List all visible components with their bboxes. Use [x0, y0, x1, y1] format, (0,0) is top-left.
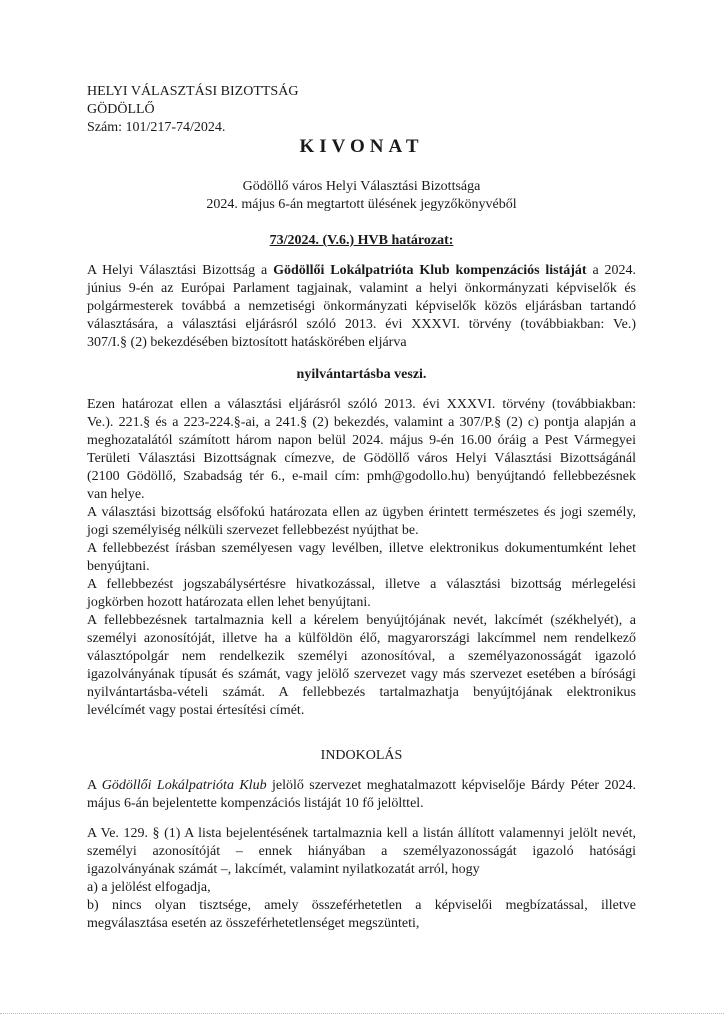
text-segment: nyilvántartásba-vételi számát. A fellebbezés tartalmazhatja benyújtójának elektronikus	[87, 685, 636, 700]
text-line	[87, 666, 636, 684]
text-segment: jelölő szervezet meghatalmazott képviselője Bárdy Péter 2024.	[266, 778, 636, 793]
document-title	[87, 138, 636, 158]
text-line	[87, 316, 636, 334]
text-segment: A fellebbezést jogszabálysértésre hivatkozással, illetve a választási bizottság mérlegelési	[87, 577, 636, 592]
text-segment: a 2024.	[586, 263, 637, 278]
text-segment: személyi azonosítóját, illetve ha a külföldön élő, magyarországi lakcímmel nem rendelkező	[87, 631, 636, 646]
text-line	[87, 468, 636, 486]
text-line	[87, 843, 636, 861]
resolution-title	[87, 232, 636, 250]
text-line	[87, 262, 636, 280]
page-edge-divider	[0, 1013, 724, 1014]
paragraph-2	[87, 396, 636, 720]
text-segment: Ezen határozat ellen a választási eljárásról szóló 2013. évi XXXVI. törvény (továbbiakban:	[87, 397, 636, 412]
text-line	[87, 684, 636, 702]
text-line	[87, 630, 636, 648]
text-line	[87, 298, 636, 316]
text-line	[87, 522, 636, 540]
text-segment: benyújtani.	[87, 559, 150, 574]
text-segment: május 6-án bejelentette kompenzációs listáját 10 fő jelölttel.	[87, 796, 424, 811]
paragraph-3	[87, 777, 636, 813]
text-segment: igazolványának típusát és számát, vagy jelölő szervezet vagy más szervezet esetében a bírósági	[87, 667, 636, 682]
paragraph-1	[87, 262, 636, 352]
text-line	[87, 83, 636, 101]
text-line	[87, 280, 636, 298]
bold-text: Gödöllői Lokálpatrióta Klub kompenzációs listáját	[273, 263, 587, 278]
text-line	[87, 432, 636, 450]
text-segment: A fellebbezést írásban személyesen vagy levélben, illetve elektronikus dokumentumként lehet	[87, 541, 636, 556]
text-segment: meghozatalától számított három napon belül 2024. május 9-én 16.00 óráig a Pest Vármegyei	[87, 433, 636, 448]
text-line	[87, 915, 636, 933]
text-segment: június 9-én az Európai Parlament tagjainak, valamint a helyi önkormányzati képviselők és	[87, 281, 636, 296]
text-line	[87, 861, 636, 879]
text-line	[87, 334, 636, 352]
text-line	[87, 119, 636, 137]
text-segment: Ve.). 221.§ és a 223-224.§-ai, a 241.§ (2) bekezdés, valamint a 307/P.§ (2) c) pontja alapján a	[87, 415, 636, 430]
text-line	[87, 558, 636, 576]
text-line	[87, 576, 636, 594]
text-line	[87, 504, 636, 522]
text-segment: a) a jelölést elfogadja,	[87, 880, 211, 895]
text-segment: jogkörben hozott határozata ellen lehet benyújtani.	[87, 595, 371, 610]
text-segment: Gödöllő város Helyi Választási Bizottsága	[242, 179, 481, 194]
subtitle-block	[87, 178, 636, 214]
text-segment: igazolványának számát –, lakcímét, valamint nyilatkozatát arról, hogy	[87, 862, 480, 877]
text-segment: 2024. május 6-án megtartott ülésének jegyzőkönyvéből	[206, 197, 517, 212]
text-segment: választópolgár nem rendelkezik személyi azonosítóval, a személyazonosságát igazoló	[87, 649, 636, 664]
text-segment: megválasztása esetén az összeférhetetlenséget megszünteti,	[87, 916, 420, 931]
text-segment: HELYI VÁLASZTÁSI BIZOTTSÁG	[87, 84, 299, 99]
text-line	[87, 702, 636, 720]
text-segment: A	[87, 778, 102, 793]
text-segment: jogi személyiség nélküli szervezet fellebbezést nyújthat be.	[87, 523, 419, 538]
text-segment: b) nincs olyan tisztsége, amely összeférhetetlen a képviselői megbízatással, illetve	[87, 898, 636, 913]
text-line	[87, 540, 636, 558]
text-segment: van helye.	[87, 487, 145, 502]
text-segment: választására, a választási eljárásról szóló 2013. évi XXXVI. törvény (továbbiakban: Ve.)	[87, 317, 636, 332]
text-line	[87, 178, 636, 196]
reasoning-heading	[87, 747, 636, 765]
text-line	[87, 825, 636, 843]
text-line	[87, 486, 636, 504]
paragraph-4	[87, 825, 636, 933]
decision	[87, 366, 636, 384]
text-line	[87, 450, 636, 468]
text-segment: A választási bizottság elsőfokú határozata ellen az ügyben érintett természetes és jogi személy,	[87, 505, 636, 520]
text-segment: GÖDÖLLŐ	[87, 102, 155, 117]
text-line	[87, 897, 636, 915]
text-segment: polgármesterek továbbá a nemzetiségi önkormányzati képviselők közös eljárásban tartandó	[87, 299, 636, 314]
reasoning-heading-text: INDOKOLÁS	[320, 748, 403, 763]
text-segment: 307/I.§ (2) bekezdésében biztosított hatáskörében eljárva	[87, 335, 407, 350]
text-line	[87, 777, 636, 795]
text-segment: A Ve. 129. § (1) A lista bejelentésének tartalmaznia kell a listán állított valamennyi jelölt nevét,	[87, 826, 636, 841]
text-line	[87, 648, 636, 666]
text-segment: (2100 Gödöllő, Szabadság tér 6., e-mail cím: pmh@godollo.hu) benyújtandó fellebbezésnek	[87, 469, 636, 484]
text-line	[87, 612, 636, 630]
resolution-title-text: 73/2024. (V.6.) HVB határozat:	[269, 233, 454, 248]
text-segment: levélcímét vagy postai értesítési címét.	[87, 703, 305, 718]
text-segment: Területi Választási Bizottságnak címezve, de Gödöllő város Helyi Választási Bizottságánál	[87, 451, 636, 466]
title-text: KIVONAT	[299, 136, 424, 157]
text-line	[87, 414, 636, 432]
text-line	[87, 196, 636, 214]
italic-text: Gödöllői Lokálpatrióta Klub	[101, 778, 267, 793]
header-block	[87, 83, 636, 137]
text-segment: személyi azonosítóját – ennek hiányában a személyazonosságát igazoló hatósági	[87, 844, 636, 859]
text-segment: A Helyi Választási Bizottság a	[87, 263, 274, 278]
text-line	[87, 594, 636, 612]
text-line	[87, 101, 636, 119]
text-segment: Szám: 101/217-74/2024.	[87, 120, 226, 135]
decision-text: nyilvántartásba veszi.	[296, 367, 427, 382]
text-line	[87, 879, 636, 897]
text-line	[87, 396, 636, 414]
text-segment: A fellebbezésnek tartalmaznia kell a kérelem benyújtójának nevét, lakcímét (székhelyét), a	[87, 613, 636, 628]
text-line	[87, 795, 636, 813]
